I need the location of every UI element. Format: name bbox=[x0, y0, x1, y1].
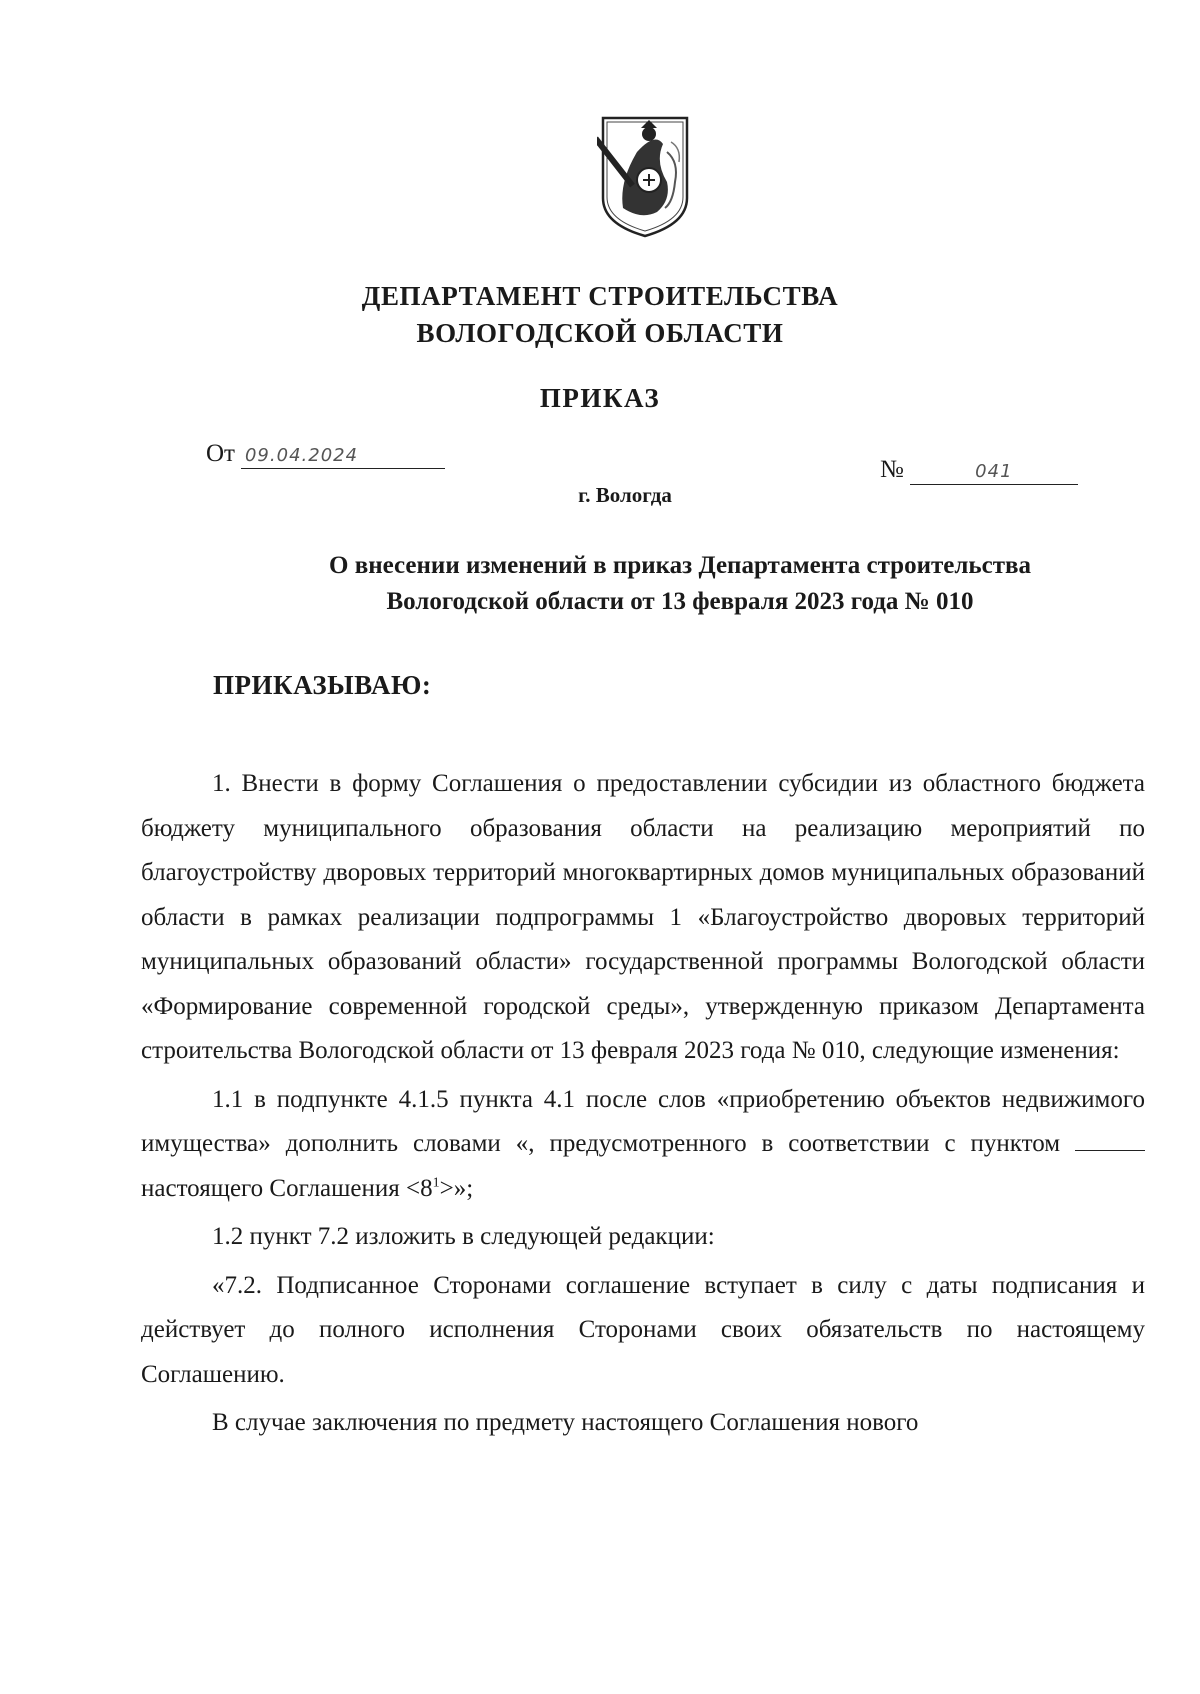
handwritten-number: 041 bbox=[910, 460, 1078, 485]
date-row bbox=[206, 440, 445, 469]
paragraph-7-2: «7.2. Подписанное Сторонами соглашение вступает в силу с даты подписания и действует до полного исполнения Сторонами своих обязательств по настоящему Соглашению. bbox=[141, 1271, 1145, 1388]
paragraph-1-1 bbox=[141, 1078, 1145, 1212]
handwritten-date: 09.04.2024 bbox=[241, 444, 445, 469]
paragraph-1-1-continued: настоящего Соглашения <8 bbox=[141, 1174, 433, 1202]
paragraph-1-2: 1.2 пункт 7.2 изложить в следующей редакции: bbox=[212, 1223, 715, 1250]
department-line-1: ДЕПАРТАМЕНТ СТРОИТЕЛЬСТВА bbox=[361, 281, 839, 311]
order-body bbox=[141, 762, 1145, 1446]
department-name bbox=[0, 278, 1200, 352]
order-subject bbox=[270, 548, 1090, 620]
paragraph-continuation: В случае заключения по предмету настоящего Соглашения нового bbox=[212, 1409, 919, 1436]
order-directive-heading: ПРИКАЗЫВАЮ: bbox=[213, 670, 432, 700]
subject-line-1: О внесении изменений в приказ Департамента строительства bbox=[329, 552, 1031, 579]
document-type-title: ПРИКАЗ bbox=[539, 383, 661, 413]
footnote-superscript: 1 bbox=[432, 1175, 440, 1191]
number-label: № bbox=[880, 456, 904, 483]
number-row bbox=[880, 456, 1078, 485]
subject-line-2: Вологодской области от 13 февраля 2023 года № 010 bbox=[386, 588, 974, 615]
paragraph-1: 1. Внести в форму Соглашения о предоставлении субсидии из областного бюджета бюджету муниципального образования области на реализацию мероприятий по благоустройству дворовых территорий многоквартирных домов муниципальных образований области в рамках реализации подпрограммы 1 «Благоустройство дворовых территорий муниципальных образований области» государственной программы Вологодской области «Формирование современной городской среды», утвержденную приказом Департамента строительства Вологодской области от 13 февраля 2023 года № 010, следующие изменения: bbox=[141, 770, 1145, 1064]
paragraph-1-1-text: 1.1 в подпункте 4.1.5 пункта 4.1 после слов «приобретению объектов недвижимого имущества» дополнить словами «, предусмотренного в соответствии с пунктом bbox=[141, 1085, 1145, 1157]
date-label: От bbox=[206, 440, 235, 467]
blank-field bbox=[1075, 1130, 1145, 1151]
department-line-2: ВОЛОГОДСКОЙ ОБЛАСТИ bbox=[416, 318, 784, 348]
paragraph-1-1-end: >»; bbox=[439, 1174, 474, 1202]
city-label: г. Вологда bbox=[578, 483, 672, 507]
coat-of-arms-emblem bbox=[597, 112, 693, 240]
